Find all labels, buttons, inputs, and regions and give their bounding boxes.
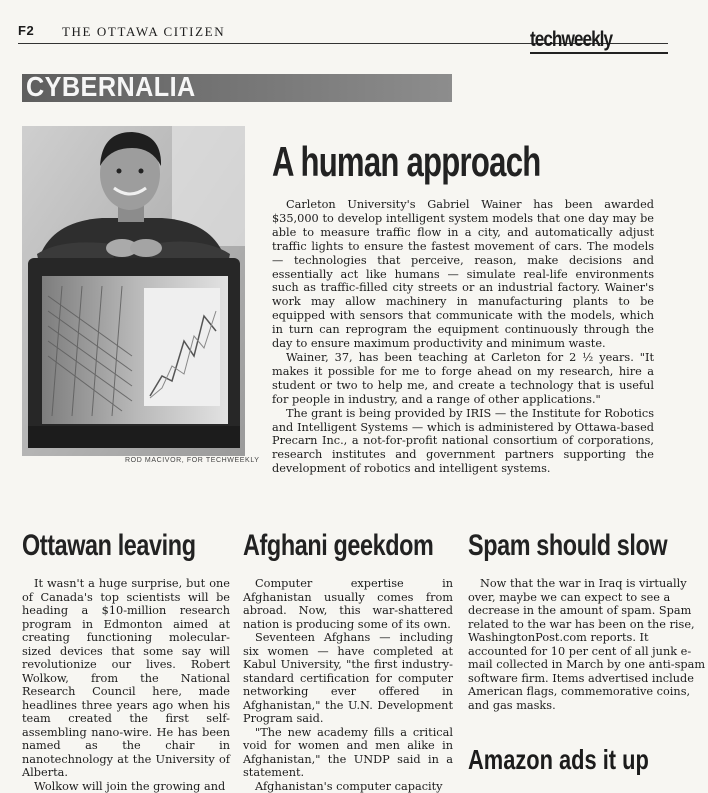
section-title: techweekly xyxy=(530,28,612,52)
lead-photo xyxy=(22,126,245,456)
article-afghani-geekdom xyxy=(243,528,453,793)
article-paragraph: It wasn't a huge surprise, but one of Canada's top scientists will be heading a $10-million research program in Edmonton aimed at creating functioning molecular-sized devices that some say will revolutionize our lives. Robert Wolkow, from the National Research Council here, made headlines three years ago when his team created the first self-assembling nano-wire. He has been named as the chair in nanotechnology at the University of Alberta. xyxy=(22,577,230,780)
article-paragraph: Seventeen Afghans — including six women — have completed at Kabul University, "the first industry-standard certification for computer networking ever offered in Afghanistan," the U.N. Development Program said. xyxy=(243,631,453,726)
page-number: F2 xyxy=(18,23,34,38)
next-article-headline: Amazon ads it up xyxy=(468,744,649,776)
column-banner-title: CYBERNALIA xyxy=(26,71,196,103)
lead-paragraph: Wainer, 37, has been teaching at Carleton for 2 ½ years. "It makes it possible for me to forge ahead on my research, hire a student or two to help me, and create a technology that is useful for people in industry, and a range of other applications." xyxy=(272,351,654,407)
article-paragraph: Afghanistan's computer capacity xyxy=(243,780,453,793)
lead-headline: A human approach xyxy=(272,138,540,186)
article-headline: Spam should slow xyxy=(468,528,655,564)
article-paragraph: Computer expertise in Afghanistan usually comes from abroad. Now, this war-shattered nation is producing some of its own. xyxy=(243,577,453,631)
lead-paragraph: The grant is being provided by IRIS — the Institute for Robotics and Intelligent Systems — which is administered by Ottawa-based Precarn Inc., a not-for-profit national consortium of corporations, research institutes and government partners supporting the development of robotics and intelligent systems. xyxy=(272,407,654,477)
article-paragraph: Wolkow will join the growing and xyxy=(22,780,230,793)
article-headline: Afghani geekdom xyxy=(243,528,407,564)
article-spam-should-slow xyxy=(468,528,708,712)
article-ottawan-leaving xyxy=(22,528,230,793)
lead-article-body xyxy=(272,198,654,476)
photo-illustration xyxy=(22,126,245,456)
section-underline xyxy=(530,52,668,54)
article-headline: Ottawan leaving xyxy=(22,528,184,564)
article-paragraph: Now that the war in Iraq is virtually over, maybe we can expect to see a decrease in the amount of spam. Spam related to the war has been on the rise, WashingtonPost.com reports. It accounted for 10 per cent of all junk e-mail collected in March by one anti-spam software firm. Items advertised include American flags, commemorative coins, and gas masks. xyxy=(468,577,708,712)
article-paragraph: "The new academy fills a critical void for women and men alike in Afghanistan," the UNDP said in a statement. xyxy=(243,726,453,780)
newspaper-name: THE OTTAWA CITIZEN xyxy=(62,24,225,40)
photo-credit: ROD MACIVOR, FOR TECHWEEKLY xyxy=(125,457,260,464)
lead-paragraph: Carleton University's Gabriel Wainer has been awarded $35,000 to develop intelligent system models that one day may be able to measure traffic flow in a city, and automatically adjust traffic lights to ensure the fastest movement of cars. The models — technologies that perceive, reason, make decisions and essentially act like humans — simulate real-life environments such as traffic-filled city streets or an industrial factory. Wainer's work may allow machinery in manufacturing plants to be equipped with sensors that communicate with the models, which in turn can reprogram the equipment continuously through the day to ensure maximum productivity and minimum waste. xyxy=(272,198,654,351)
